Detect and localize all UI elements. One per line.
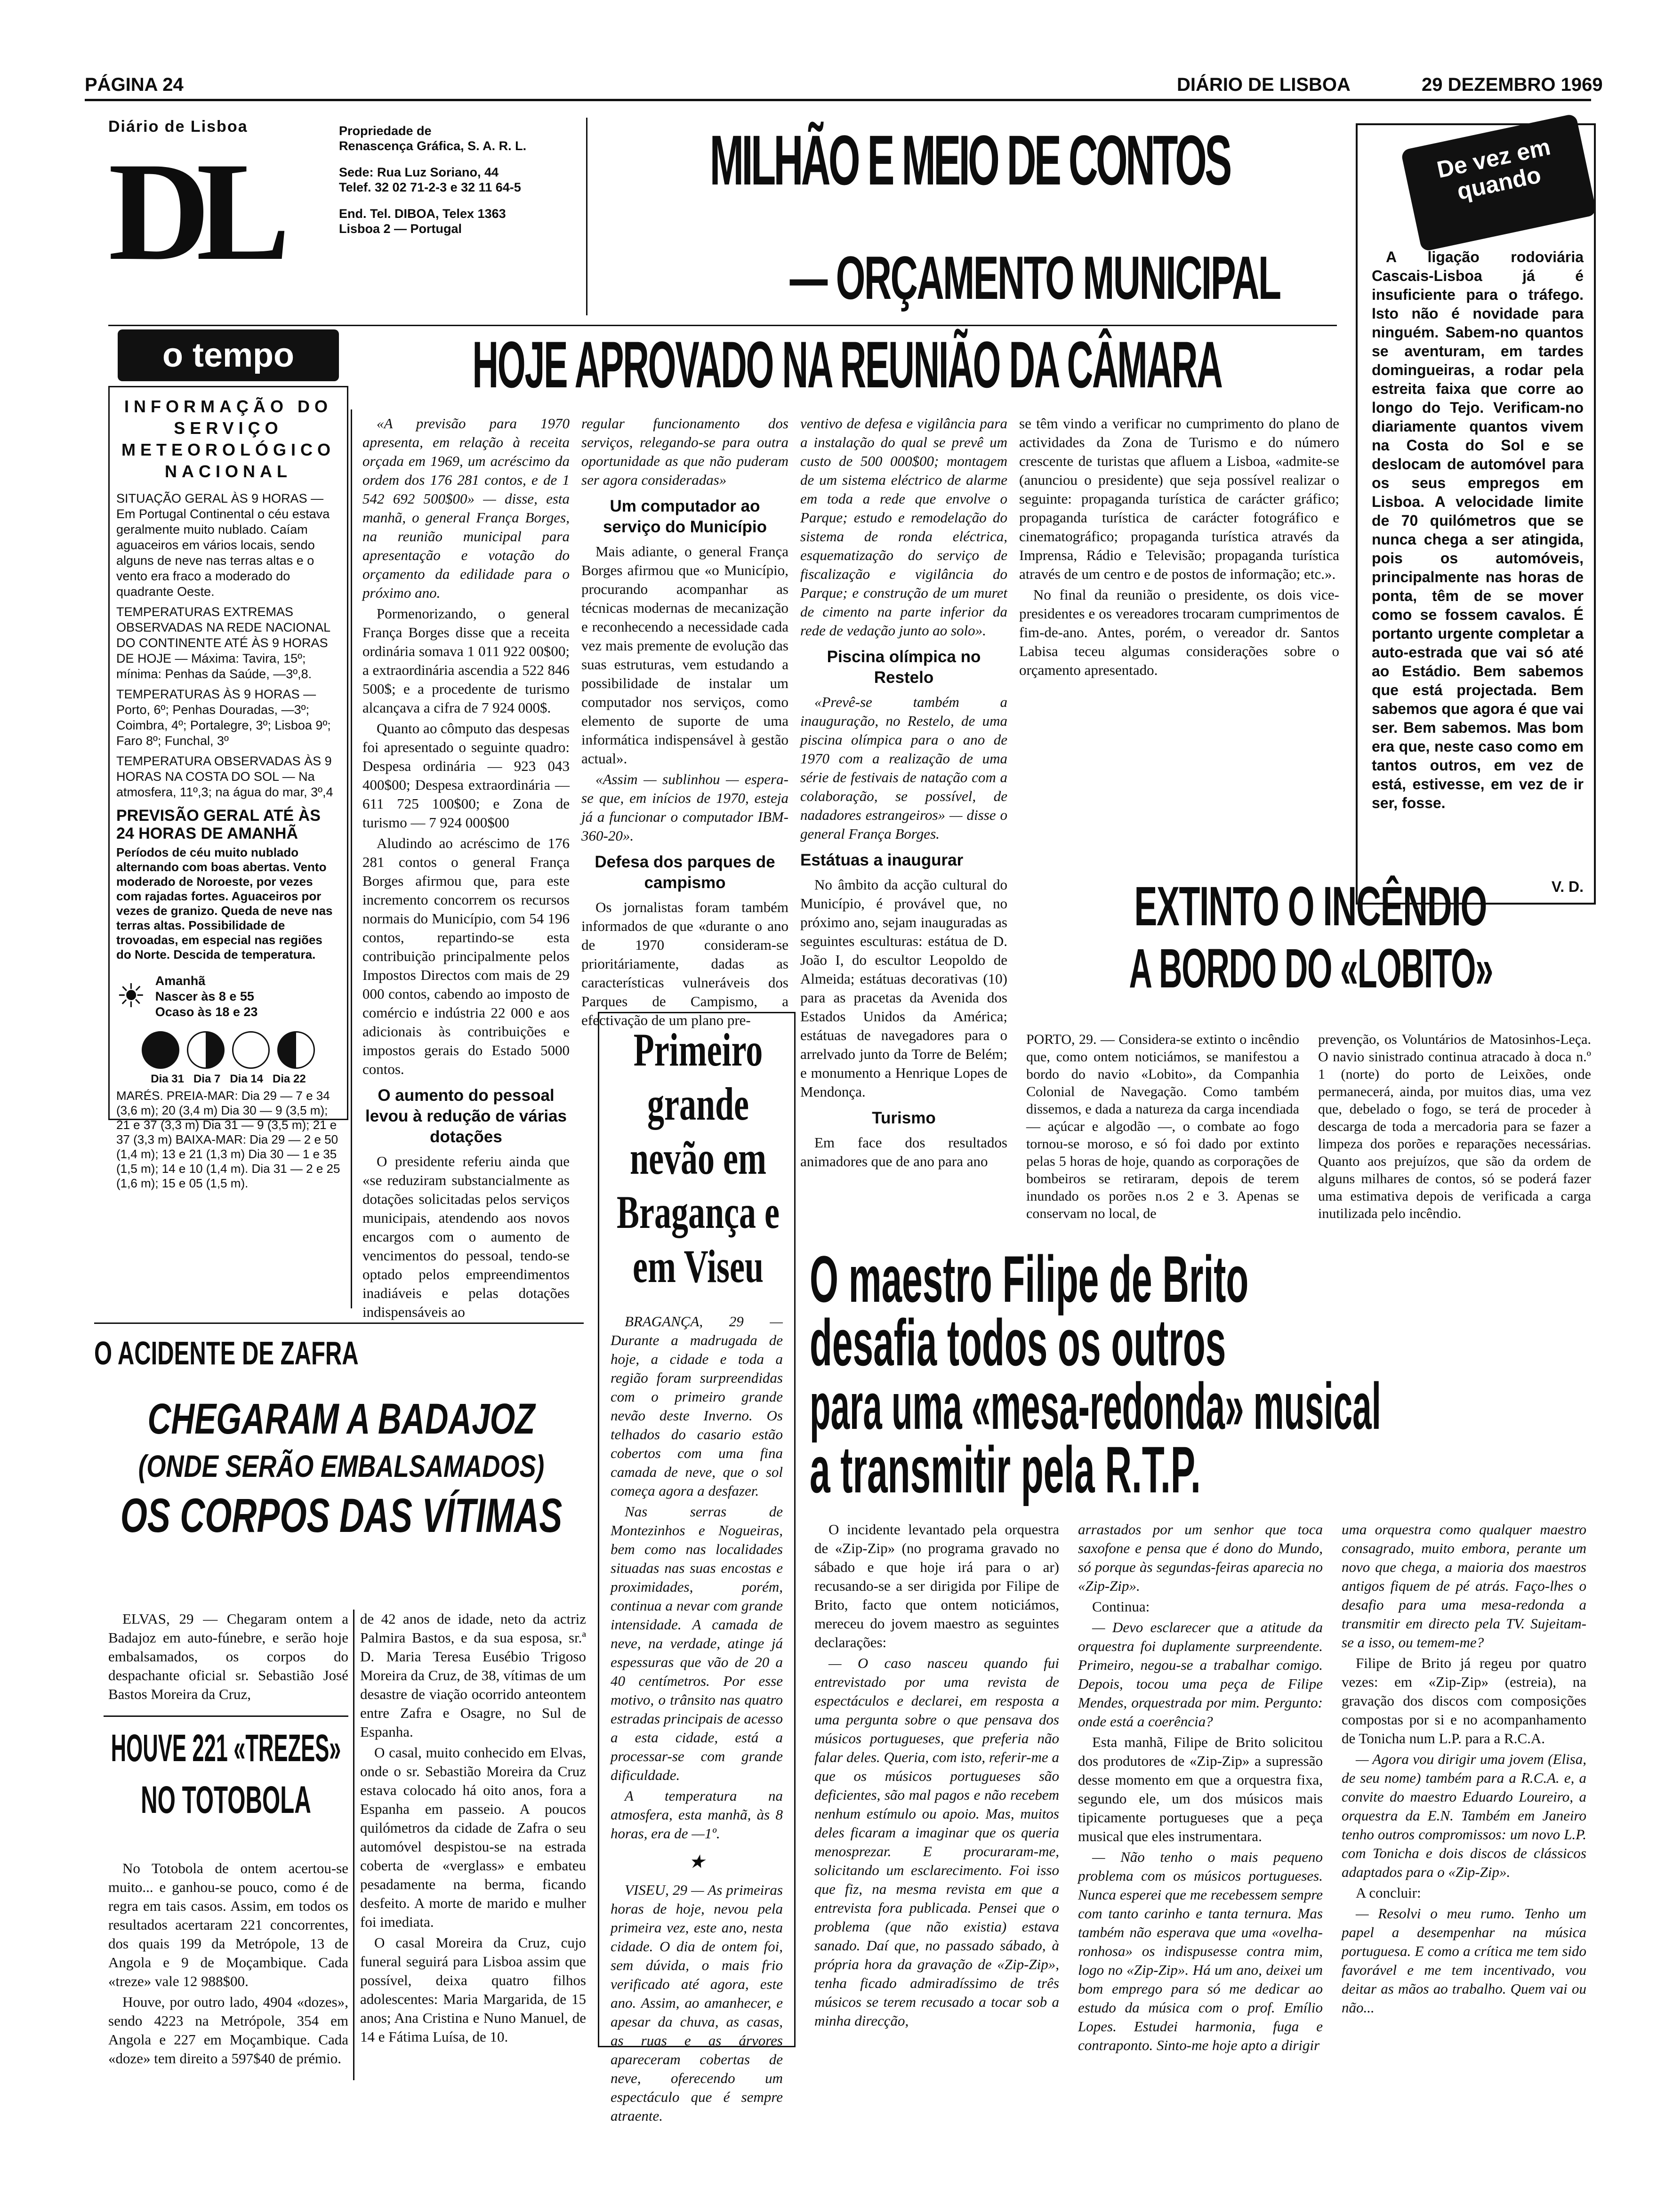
weather-title: INFORMAÇÃO DO SERVIÇO METEOROLÓGICO NACIONAL <box>121 397 335 481</box>
forecast-text: Períodos de céu muito nublado alternando com boas abertas. Vento moderado de Noroeste, por vezes com rajadas fortes. Aguaceiros por vezes de granizo. Queda de neve nas terras altas. Possibilidade de trovoadas, em especial nas regiões do Norte. Descida de temperatura. <box>116 845 333 962</box>
budget-para: Quanto ao cômputo das despesas foi apresentado o seguinte quadro: Despesa ordinária — 923 043 400$00; Despesa extraordinária — 611 725 100$00; e Zona de turismo — 7 924 000$00 <box>362 720 570 831</box>
column-body: A ligação rodoviária Cascais-Lisboa já é insuficiente para o tráfego. Isto não é novidade para ninguém. Sabem-no quantos se aventuram, em tardes domingueiras, a rodar pela estreita faixa que corre ao longo do Tejo. Verificam-no diariamente quantos vivem na Costa do Sol e se deslocam de automóvel para os seus empregos em Lisboa. A velocidade limite de 70 quilómetros que se nunca chega a ser atingida, pois os automóveis, principalmente nas horas de ponta, têm de se mover como se fossem cavalos. É portanto urgente completar a auto-estrada que vai só até ao Estádio. Bem sabemos que está projectada. Bem sabemos que agora é que vai ser. Bem sabemos. Mas bom era que, neste caso como em tantos outros, em vez de está, estivesse, em vez de ir ser, fosse. <box>1372 248 1584 811</box>
masthead-info <box>339 123 584 293</box>
rule <box>351 409 352 1308</box>
maestro-para: arrastados por um senhor que toca saxofone e pensa que é dono do Mundo, só porque às segundas-feiras aparecia no «Zip-Zip». <box>1078 1521 1323 1594</box>
rule <box>108 325 1337 326</box>
sunrise: Nascer às 8 e 55 <box>155 989 254 1003</box>
zafra-kicker: O ACIDENTE DE ZAFRA <box>94 1335 359 1371</box>
column-box <box>1356 123 1596 905</box>
weather-box <box>108 386 348 1190</box>
snow-para: VISEU, 29 — As primeiras horas de hoje, nevou pela primeira vez, este ano, nesta cidade. O dia de ontem foi, sem dúvida, o mais frio verificado até agora, este ano. Assim, ao amanhecer, e apesar da chuva, as casas, as ruas e as árvores apareceram cobertas de neve, oferecendo um espectáculo que é sempre atraente. <box>611 1882 783 2124</box>
budget-para: «Prevê-se também a inauguração, no Restelo, de uma piscina olímpica para o ano de 1970 com a realização de uma série de festivais de natação com a colaboração, se possível, de nadadores estrangeiros» — disse o general França Borges. <box>800 694 1007 842</box>
budget-para: «A previsão para 1970 apresenta, em relação à receita orçada em 1969, um acréscimo da ordem dos 176 281 contos, e de 1 542 692 500$00» — disse, esta manhã, o general França Borges, na reunião municipal para apresentação e votação do orçamento da edilidade para o próximo ano. <box>362 415 570 601</box>
totobola-para: No Totobola de ontem acertou-se muito... e ganhou-se pouco, como é de regra em tais casos. Assim, em todos os resultados acertaram 221 concorrentes, dos quais 199 da Metrópole, 13 de Angola e 9 de Moçambique. Cada «treze» vale 12 988$00. <box>108 1860 348 1989</box>
maestro-para: Filipe de Brito já regeu por quatro vezes: em «Zip-Zip» (estreia), na gravação dos discos com composições compostas por si e no acompanhamento de Tonicha num L.P. para a R.C.A. <box>1342 1655 1586 1747</box>
header-rule <box>85 99 1591 101</box>
snow-headline: Primeiro grande nevão em Bragança e em Viseu <box>617 1024 780 1292</box>
weather-section <box>108 329 348 1271</box>
sunset: Ocaso às 18 e 23 <box>155 1005 258 1019</box>
issue-date: 29 DEZEMBRO 1969 <box>1422 74 1603 95</box>
maestro-para: A concluir: <box>1356 1884 1421 1901</box>
budget-para: Mais adiante, o general França Borges afirmou que «o Município, procurando acompanhar as técnicas modernas de mecanização e reconhecendo a necessidade cada vez mais premente de evolução das suas estruturas, vem estudando a possibilidade de instalar um computador nos serviços, como elemento de suporte de uma informática indispensável à gestão actual». <box>581 543 788 767</box>
maestro-headline3: para uma «mesa-redonda» musical <box>810 1369 1381 1443</box>
maestro-para: — Não tenho o mais pequeno problema com os músicos portugueses. Nunca esperei que me recebessem sempre com tanto carinho e tanta ternura. Mas também não esperava que uma «ovelha-ronhosa» os indispusesse contra mim, logo no «Zip-Zip». Há um ano, deixei um bom emprego para só me dedicar ao estudo da música com o prof. Emílio Lopes. Estudei harmonia, fuga e contraponto. Sinto-me hoje apto a dirigir <box>1078 1849 1323 2053</box>
maestro-para: O incidente levantado pela orquestra de «Zip-Zip» (no programa gravado no sábado e que hoje irá para o ar) recusando-se a ser dirigida por Filipe de Brito, facto que ontem noticiámos, mereceu do jovem maestro as seguintes declarações: <box>814 1521 1059 1651</box>
sun-label: Amanhã <box>155 974 206 988</box>
masthead-line: Propriedade de <box>339 124 432 138</box>
main-headline-line3-wrap <box>358 329 1337 409</box>
budget-para: Aludindo ao acréscimo de 176 281 contos o general França Borges afirmou que, para este incremento concorrem os recursos normais do Município, com 54 196 contos, repartindo-se esta contribuição principalmente pelos Impostos Directos com mais de 29 000 contos, cabendo ao imposto de comércio e indústria 22 000 e aos adicionais às contribuições e impostos gerais do Estado 5000 contos. <box>362 835 570 1077</box>
maestro-headline-block <box>810 1242 1601 1511</box>
masthead-line: End. Tel. DIBOA, Telex 1363 <box>339 207 506 221</box>
budget-subhead: Um computador ao serviço do Município <box>603 497 767 536</box>
budget-col4 <box>1019 414 1339 866</box>
maestro-headline2: desafia todos os outros <box>810 1306 1226 1379</box>
weather-para: TEMPERATURA OBSERVADAS ÀS 9 HORAS NA COSTA DO SOL — Na atmosfera, 11º,3; na água do mar, 3º,4 <box>116 754 333 799</box>
rule <box>104 1715 348 1717</box>
masthead-line: Renascença Gráfica, S. A. R. L. <box>339 139 527 153</box>
masthead-line: Lisboa 2 — Portugal <box>339 222 462 236</box>
totobola-headline-block <box>104 1723 348 1850</box>
budget-subhead: Piscina olímpica no Restelo <box>827 648 981 687</box>
new-moon-icon <box>142 1031 179 1069</box>
zafra-headline1: CHEGARAM A BADAJOZ <box>147 1395 535 1443</box>
forecast-title: PREVISÃO GERAL ATÉ ÀS 24 HORAS DE AMANHÃ <box>116 807 321 842</box>
totobola-para: Houve, por outro lado, 4904 «dozes», sendo 4223 na Metrópole, 354 em Angola e 227 em Moçambique. Cada «doze» tem direito a 597$40 de prémio. <box>108 1994 348 2067</box>
main-headline-line2-wrap <box>734 245 1337 315</box>
maestro-col2 <box>1078 1520 1323 2123</box>
main-headline-block <box>603 122 1337 254</box>
budget-para: regular funcionamento dos serviços, relegando-se para outra oportunidade as que não puderam ser agora consideradas» <box>581 415 788 488</box>
logo-mark: DL <box>108 133 276 289</box>
budget-col3 <box>800 414 1007 1308</box>
budget-subhead: Turismo <box>872 1109 936 1127</box>
star-icon: ★ <box>688 1851 705 1872</box>
totobola-headline2: NO TOTOBOLA <box>141 1779 311 1821</box>
paper-name: DIÁRIO DE LISBOA <box>1177 74 1351 95</box>
main-headline-line1: MILHÃO E MEIO DE CONTOS <box>709 120 1230 200</box>
maestro-headline4: a transmitir pela R.T.P. <box>810 1433 1201 1507</box>
zafra-para: ELVAS, 29 — Chegaram ontem a Badajoz em auto-fúnebre, e serão hoje embalsamados, os corpos do despachante oficial sr. Sebastião José Bastos Moreira da Cruz, <box>108 1611 348 1702</box>
zafra-col2 <box>360 1610 586 2099</box>
maestro-col1 <box>814 1520 1059 2123</box>
fire-headline1: EXTINTO O INCÊNDIO <box>1134 875 1487 938</box>
maestro-para: Esta manhã, Filipe de Brito solicitou dos produtores de «Zip-Zip» a supressão desse momento em que a orquestra fixa, segundo ele, um dos músicos mais tipicamente portugueses que a peça musical que eles instrumentara. <box>1078 1734 1323 1844</box>
maestro-para: — Resolvi o meu rumo. Tenho um papel a desempenhar na música portuguesa. E como a crítica me tem sido favorável e me tem incentivado, vou deitar as mãos ao trabalho. Quem vai ou não... <box>1342 1905 1586 2016</box>
page-number: PÁGINA 24 <box>85 74 184 95</box>
snow-box <box>598 1012 796 2124</box>
snow-para: BRAGANÇA, 29 — Durante a madrugada de hoje, a cidade e toda a região foram surpreendidas com o primeiro grande nevão deste Inverno. Os telhados do casario estão cobertos com uma fina camada de neve, que o sol começa agora a desfazer. <box>611 1313 783 1499</box>
budget-para: Em face dos resultados animadores que de ano para ano <box>800 1134 1007 1170</box>
moon-phases <box>116 1031 340 1069</box>
column-signature: V. D. <box>1551 878 1584 895</box>
column-tag: De vez em quando <box>1400 113 1597 252</box>
budget-para: No âmbito da acção cultural do Município, é provável que, no próximo ano, sejam inauguradas as seguintes esculturas: estátua de D. João I, do escultor Leopoldo de Almeida; estátuas decorativas (10) para as pracetas da Avenida dos Estados Unidos da América; estátuas de navegadores para o arrelvado junto da Torre de Belém; e monumento a Henrique Lopes de Mendonça. <box>800 876 1007 1100</box>
maestro-para: — O caso nasceu quando fui entrevistado por uma revista de espectáculos e declarei, em resposta a uma pergunta sobre o que pensava dos músicos portugueses, que preferia não falar deles. Queria, com isto, referir-me a que os músicos portugueses são deficientes, são mal pagos e não recebem nenhum estímulo ou apoio. Mas, muitos deles ficaram a imaginar que os queria menosprezar. E procuraram-me, solicitando um esclarecimento. Foi isso que fiz, na mesma revista em que a entrevista fora publicada. Pensei que o problema (que não existia) estava sanado. Daí que, no passado sábado, à própria hora da gravação de «Zip-Zip», tenha ficado admiradíssimo de três músicos se terem recusado a tocar sob a minha direcção, <box>814 1655 1059 2029</box>
fire-headline2: A BORDO DO «LOBITO» <box>1129 938 1493 1000</box>
tides: MARÉS. PREIA-MAR: Dia 29 — 7 e 34 (3,6 m); 20 (3,4 m) Dia 30 — 9 (3,5 m); 21 e 37 (3,3 m) Dia 31 — 9 (3,5 m); 21 e 37 (3,3 m) BAIXA-MAR: Dia 29 — 2 e 50 (1,4 m); 13 e 21 (1,3 m) Dia 30 — 1 e 35 (1,5 m); 14 e 10 (1,4 m). Dia 31 — 2 e 25 (1,6 m); 15 e 05 (1,5 m). <box>116 1089 340 1190</box>
maestro-col3 <box>1342 1520 1586 2123</box>
budget-col1 <box>362 414 570 1318</box>
fire-col1: PORTO, 29. — Considera-se extinto o incêndio que, como ontem noticiámos, se manifestou a bordo do navio «Lobito», da Companhia Colonial de Navegação. Como também dissemos, e dada a natureza da carga incendiada — açúcar e algodão —, o combate ao fogo tornou-se moroso, e só foi dado por extinto pelas 5 horas de hoje, quando as corporações de bombeiros se retiraram, depois de terem inundado os porões n.os 2 e 3. Apenas se conservam no local, de <box>1026 1032 1299 1221</box>
maestro-para: uma orquestra como qualquer maestro consagrado, muito embora, perante um novo que chega, a maioria dos maestros antigos fiquem de pé atrás. Faço-lhes o desafio para uma mesa-redonda a transmitir em directo pela TV. Sujeitam-se a isso, ou temem-me? <box>1342 1521 1586 1651</box>
snow-para: A temperatura na atmosfera, esta manhã, às 8 horas, era de —1º. <box>611 1787 783 1842</box>
last-quarter-icon <box>277 1031 315 1069</box>
totobola-body <box>108 1859 348 2123</box>
budget-subhead: Estátuas a inaugurar <box>800 851 964 869</box>
budget-para: No final da reunião o presidente, os dois vice-presidentes e os vereadores trocaram cumprimentos de fim-de-ano. Antes, porém, o vereador dr. Santos Labisa teceu algumas considerações sobre o orçamento apresentado. <box>1019 586 1339 678</box>
rule <box>94 1322 584 1324</box>
maestro-para: Continua: <box>1092 1598 1150 1615</box>
weather-para: TEMPERATURAS EXTREMAS OBSERVADAS NA REDE NACIONAL DO CONTINENTE ATÉ ÀS 9 HORAS DE HOJE — Máxima: Tavira, 15º; mínima: Penhas da Saúde, —3º,8. <box>116 605 330 681</box>
budget-para: Pormenorizando, o general França Borges disse que a receita ordinária somava 1 011 922 00$00; a extraordinária ascendia a 522 846 500$; e a procedente de turismo alcançava a cifra de 7 924 000$. <box>362 605 570 716</box>
zafra-headline3: OS CORPOS DAS VÍTIMAS <box>120 1489 563 1542</box>
zafra-col1 <box>108 1610 348 1713</box>
zafra-headline-block <box>94 1332 588 1614</box>
first-quarter-icon <box>187 1031 225 1069</box>
main-headline-line2: — ORÇAMENTO MUNICIPAL <box>789 243 1280 312</box>
zafra-para: de 42 anos de idade, neto da actriz Palmira Bastos, e da sua esposa, sr.ª D. Maria Teresa Eusébio Trigoso Moreira da Cruz, de 38, vítimas de um desastre de viação ocorrido anteontem entre Zafra e Osagre, no Sul de Espanha. <box>360 1611 586 1740</box>
snow-para: Nas serras de Montezinhos e Nogueiras, bem como nas localidades situadas nas suas encostas e proximidades, porém, continua a nevar com grande intensidade. A camada de neve, na verdade, atinge já espessuras que vão de 20 a 40 centímetros. Por esse motivo, o trânsito nas quatro estradas principais de acesso a esta cidade, está a processar-se com grande dificuldade. <box>611 1503 783 1783</box>
sun-times <box>116 973 340 1020</box>
budget-subhead: Defesa dos parques de campismo <box>595 853 775 892</box>
budget-para: Os jornalistas foram também informados de que «durante o ano de 1970 consideram-se prioritáriamente, dadas as características vulneráveis dos Parques de Campismo, a efectivação de um plano pre- <box>581 899 788 1028</box>
budget-para: ventivo de defesa e vigilância para a instalação do qual se prevê um custo de 500 000$00; montagem de um sistema eléctrico de alarme em toda a rede que envolve o Parque; estudo e remodelação do sistema de ronda eléctrica, esquematização do serviço de fiscalização e vigilância do Parque; e construção de um muret de cimento na parte inferior da rede de vedação junto ao solo». <box>800 415 1007 639</box>
main-headline-line3: HOJE APROVADO NA REUNIÃO DA CÂMARA <box>472 328 1222 401</box>
zafra-headline2: (ONDE SERÃO EMBALSAMADOS) <box>138 1449 545 1483</box>
fire-article <box>1022 875 1601 1271</box>
budget-para: «Assim — sublinhou — espera-se que, em inícios de 1970, esteja já a funcionar o computador IBM-360-20». <box>581 771 788 844</box>
weather-tag: o tempo <box>118 329 339 381</box>
sun-icon: ☀ <box>116 978 146 1015</box>
budget-para: O presidente referiu ainda que «se reduziram substancialmente as dotações solicitadas pelos serviços municipais, atendendo aos novos encargos com o aumento de vencimentos do pessoal, tendo-se optado pelos empreendimentos inadiáveis e pelas dotações indispensáveis ao <box>362 1153 570 1320</box>
logo-text: Diário de Lisboa <box>108 118 248 136</box>
zafra-para: O casal Moreira da Cruz, cujo funeral seguirá para Lisboa assim que possível, deixa quatro filhos adolescentes: Maria Margarida, de 15 anos; Ana Cristina e Nuno Manuel, de 14 e Fátima Luísa, de 10. <box>360 1934 586 2045</box>
budget-subhead: O aumento do pessoal levou à redução de várias dotações <box>365 1086 567 1146</box>
moon-dates: Dia 31 Dia 7 Dia 14 Dia 22 <box>151 1073 306 1085</box>
fire-col2: prevenção, os Voluntários de Matosinhos-Leça. O navio sinistrado continua atracado à doca n.º 1 (norte) do porto de Leixões, onde permanecerá, ainda, por muitos dias, uma vez que, debelado o fogo, se terá de proceder à descarga de toda a mercadoria para se fazer a limpeza dos porões e reparações necessárias. Quanto aos prejuízos, que são da ordem de alguns milhares de contos, só se poderá fazer uma estimativa depois de verificada a carga inutilizada pelo incêndio. <box>1318 1032 1591 1221</box>
rule <box>353 1610 354 2080</box>
maestro-para: — Devo esclarecer que a atitude da orquestra foi duplamente surpreendente. Primeiro, negou-se a trabalhar comigo. Depois, tocou uma peça de Filipe Mendes, orquestrada por mim. Pergunto: onde está a coerência? <box>1078 1619 1323 1730</box>
masthead-line: Telef. 32 02 71-2-3 e 32 11 64-5 <box>339 180 521 194</box>
weather-para: TEMPERATURAS ÀS 9 HORAS — Porto, 6º; Penhas Douradas, —3º; Coimbra, 4º; Portalegre, 3º; Lisboa 9º; Faro 8º; Funchal, 3º <box>116 687 331 748</box>
zafra-para: O casal, muito conhecido em Elvas, onde o sr. Sebastião Moreira da Cruz estava colocado há oito anos, fora a Espanha em passeio. A poucos quilómetros da cidade de Zafra o seu automóvel despistou-se na estrada coberta de «verglass» e embateu pesadamente na berma, ficando desfeito. A morte de marido e mulher foi imediata. <box>360 1744 586 1930</box>
budget-col2 <box>581 414 788 1028</box>
budget-para: se têm vindo a verificar no cumprimento do plano de actividades da Zona de Turismo e do número crescente de turistas que afluem a Lisboa, «admite-se (anunciou o presidente) que seja possível realizar o seguinte: propaganda turística de carácter gráfico; propaganda turística de carácter fotográfico e cinematográfico; propaganda turística através da Imprensa, Rádio e Televisão; propaganda turística através de um centro e de postos de informação; etc.». <box>1019 415 1339 582</box>
maestro-headline1: O maestro Filipe de Brito <box>810 1242 1249 1316</box>
maestro-para: — Agora vou dirigir uma jovem (Elisa, de seu nome) também para a R.C.A. e, a convite do maestro Eduardo Loureiro, a orquestra da E.N. Também em Janeiro tenho outros compromissos: um novo L.P. com Tonicha e dois discos de clássicos adaptados para o «Zip-Zip». <box>1342 1751 1586 1880</box>
full-moon-icon <box>232 1031 270 1069</box>
masthead-line: Sede: Rua Luz Soriano, 44 <box>339 165 499 179</box>
weather-para: SITUAÇÃO GERAL ÀS 9 HORAS — Em Portugal Continental o céu estava geralmente muito nublado. Caíam aguaceiros em vários locais, sendo alguns de neve nas terras altas e o vento era fraco a moderado do quadrante Oeste. <box>116 491 330 599</box>
totobola-headline1: HOUVE 221 «TREZES» <box>111 1727 341 1770</box>
masthead-divider <box>586 118 587 315</box>
